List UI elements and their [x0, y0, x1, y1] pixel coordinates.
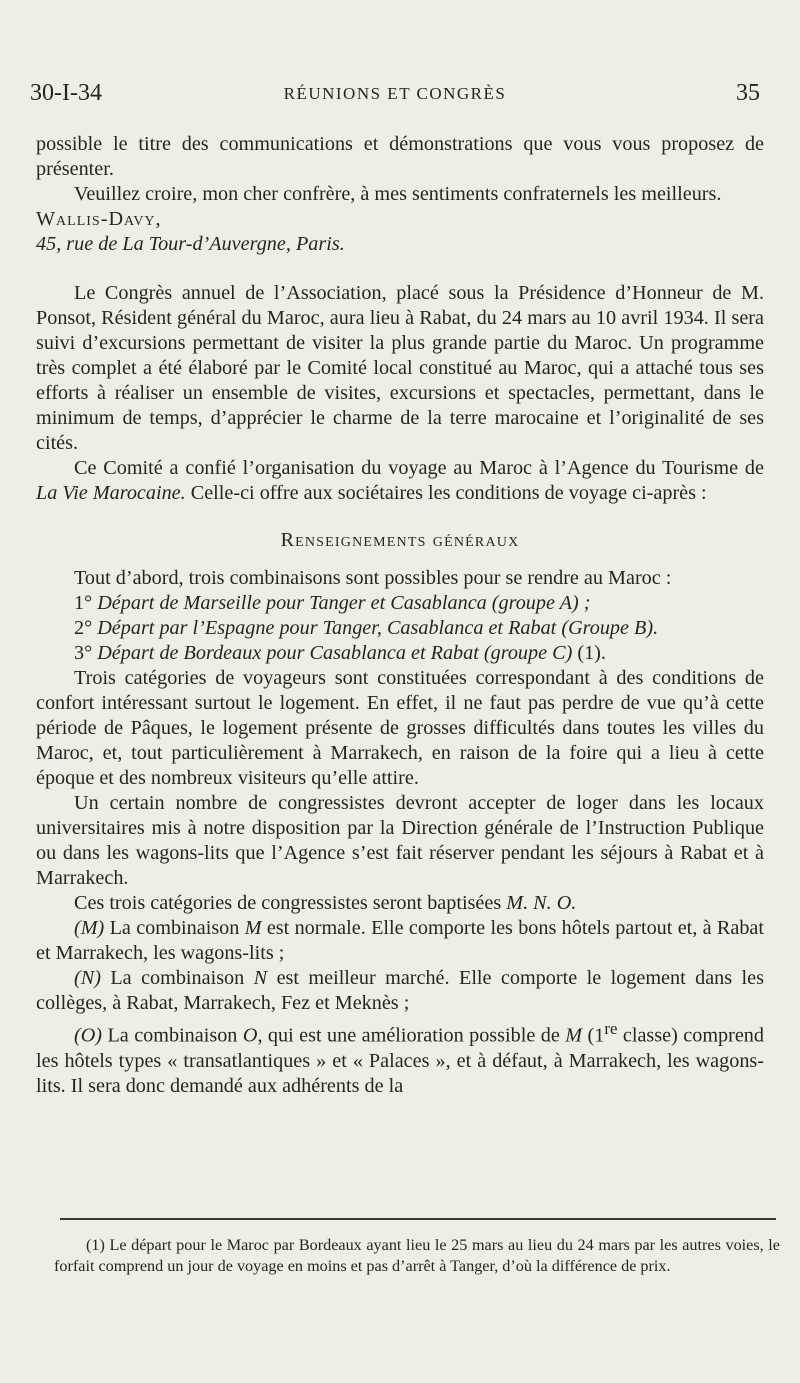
ordinal-superscript: re [604, 1019, 618, 1038]
option-number: 2° [74, 617, 98, 639]
categories-names-paragraph [36, 891, 764, 916]
categories-names-text: Ces trois catégories de congressistes seront baptisées [74, 892, 507, 914]
combination-o-text-b: , qui est une amélioration possible de [257, 1024, 566, 1047]
option-item [36, 641, 764, 666]
options-intro: Tout d’abord, trois combinaisons sont possibles pour se rendre au Maroc : [74, 567, 672, 589]
combination-m-paragraph [36, 916, 764, 966]
combination-m-letter: M [244, 917, 262, 939]
combination-o-paragraph [36, 1016, 764, 1099]
section-heading: Renseignements généraux [280, 529, 520, 551]
option-text: Départ de Bordeaux pour Casablanca et Rabat (groupe C) [97, 642, 573, 664]
combination-o-letter: O [242, 1024, 258, 1047]
letter-closing: Veuillez croire, mon cher confrère, à mes sentiments confraternels les meilleurs. [74, 183, 722, 205]
combination-n-letter: N [253, 967, 268, 989]
combination-n-text-b: est meilleur marché. Elle comporte le logement dans les collèges, à Rabat, Marrakech, Fez et Meknès ; [36, 967, 764, 1014]
lodging-paragraph: Un certain nombre de congressistes devront accepter de loger dans les locaux universitaires mis à notre disposition par la Direction générale de l’Instruction Publique ou dans les wagons-lits que l’Agence s’est fait réserver pendant les séjours à Rabat et à Marrakech. [36, 792, 764, 889]
signature-address: 45, rue de La Tour-d’Auvergne, Paris. [36, 233, 345, 255]
spacer [36, 257, 764, 281]
header-date: 30-I-34 [30, 80, 102, 106]
footnote [54, 1235, 780, 1277]
option-text: Départ par l’Espagne pour Tanger, Casablanca et Rabat (Groupe B). [97, 617, 659, 639]
combination-o-text-c: (1 [582, 1024, 605, 1047]
combination-n-text-a: La combinaison [100, 967, 254, 989]
option-item [36, 616, 764, 641]
categories-paragraph: Trois catégories de voyageurs sont constituées correspondant à des conditions de confort intéressant surtout le logement. En effet, il ne faut pas perdre de vue qu’à cette période de Pâques, le logement présente de grosses difficultés dans toutes les villes du Maroc, et, tout particulièrement à Marrakech, en raison de la foire qui a lieu à cette époque et des nombreux visiteurs qu’elle attire. [36, 667, 764, 789]
agency-name: La Vie Marocaine. [36, 482, 186, 504]
agency-text-b: Celle-ci offre aux sociétaires les conditions de voyage ci-après : [185, 482, 707, 504]
running-header [30, 80, 760, 114]
option-item [36, 591, 764, 616]
footnote-text: (1) Le départ pour le Maroc par Bordeaux ayant lieu le 25 mars au lieu du 24 mars par les autres voies, le forfait comprend un jour de voyage en moins et pas d’arrêt à Tanger, d’où la différence de prix. [54, 1236, 780, 1275]
agency-paragraph [36, 456, 764, 506]
agency-text-a: Ce Comité a confié l’organisation du voyage au Maroc à l’Agence du Tourisme de [74, 457, 764, 479]
page-body [36, 132, 764, 1099]
combination-m-text-b: est normale. Elle comporte les bons hôtels partout et, à Rabat et Marrakech, les wagons-lits ; [36, 917, 764, 964]
page-number: 35 [736, 80, 760, 106]
combination-m-text-a: La combinaison [104, 917, 245, 939]
option-text: Départ de Marseille pour Tanger et Casablanca (groupe A) ; [97, 592, 591, 614]
header-title: RÉUNIONS ET CONGRÈS [283, 84, 507, 103]
combination-m-label: (M) [74, 917, 105, 939]
combination-o-label: (O) [74, 1024, 103, 1047]
combination-n-label: (N) [74, 967, 101, 989]
footnote-ref: (1). [572, 642, 606, 664]
option-number: 1° [74, 592, 98, 614]
categories-letters: M. N. O. [506, 892, 577, 914]
combination-n-paragraph [36, 966, 764, 1016]
congress-paragraph: Le Congrès annuel de l’Association, placé sous la Présidence d’Honneur de M. Ponsot, Résident général du Maroc, aura lieu à Rabat, du 24 mars au 10 avril 1934. Il sera suivi d’excursions permettant de visiter la plus grande partie du Maroc. Un programme très complet a été élaboré par le Comité local constitué au Maroc, qui a attaché tous ses efforts à réaliser un ensemble de visites, excursions et spectacles, permettant, dans le minimum de temps, d’apprécier le charme de la terre marocaine et l’originalité de ses cités. [36, 282, 764, 454]
footnote-divider [60, 1218, 776, 1220]
combination-o-ref-m: M [565, 1024, 583, 1047]
signature-name: Wallis-Davy, [36, 208, 162, 230]
combination-o-text-d: classe) comprend les hôtels types « transatlantiques » et « Palaces », et à défaut, à Marrakech, les wagons-lits. Il sera donc demandé aux adhérents de la [36, 1024, 764, 1097]
combination-o-text-a: La combinaison [102, 1024, 243, 1047]
letter-paragraph: possible le titre des communications et démonstrations que vous vous proposez de présenter. [36, 133, 764, 180]
option-number: 3° [74, 642, 98, 664]
